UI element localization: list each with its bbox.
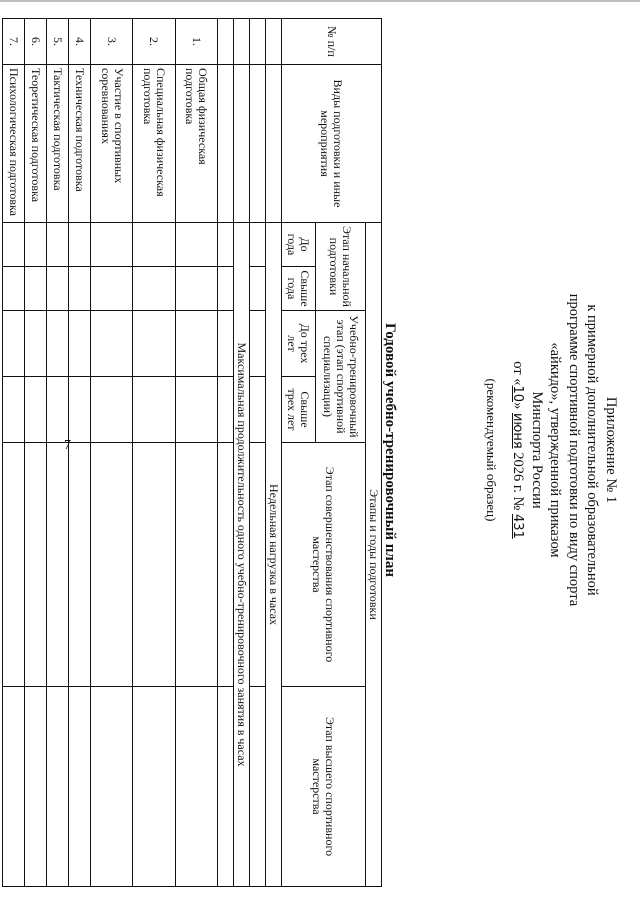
row-number: 6.: [25, 19, 47, 65]
row-name: Техническая подготовка: [69, 65, 91, 223]
row-number: 4.: [69, 19, 91, 65]
weekly-load-values-row: [249, 19, 265, 887]
appendix-line-3: «айкидо», утвержденной приказом: [547, 342, 564, 558]
table-row: [47, 19, 69, 887]
training-year-2: Свыше трех лет: [281, 377, 315, 443]
row-number: 7.: [3, 19, 25, 65]
initial-year-2: Свыше года: [281, 267, 315, 311]
stage-improvement-header: Этап совершенствования спортивного мастерства: [281, 443, 365, 687]
stage-higher-header: Этап высшего спортивного мастерства: [281, 687, 365, 887]
table-row: [91, 19, 133, 887]
max-duration-values-row: [217, 19, 233, 887]
table-header-row-1: [365, 19, 381, 887]
date-year: 2026 г. №: [510, 452, 527, 511]
stage-initial-header: Этап начальной подготовки: [315, 223, 365, 311]
row-name: Общая физическая подготовка: [175, 65, 217, 223]
appendix-header: [482, 0, 621, 900]
order-date-line: [508, 0, 528, 900]
row-number: 2.: [133, 19, 175, 65]
table-row: [25, 19, 47, 887]
recommended-sample-note: (рекомендуемый образец): [484, 378, 499, 522]
table-row: [133, 19, 175, 887]
training-year-1: До трех лет: [281, 311, 315, 377]
row-name: Тактическая подготовка: [47, 65, 69, 223]
row-number: 3.: [91, 19, 133, 65]
row-name: Психологическая подготовка: [3, 65, 25, 223]
page-number: 7: [64, 438, 71, 453]
row-name: Участие в спортивных соревнованиях: [91, 65, 133, 223]
max-duration-label-row: [233, 19, 249, 887]
stage-training-header: Учебно-тренировочный этап (этап спортивной специализации): [315, 311, 365, 443]
weekly-load-label-row: [265, 19, 281, 887]
stages-header: Этапы и годы подготовки: [365, 223, 381, 887]
row-number: 1.: [175, 19, 217, 65]
row-name: Специальная физическая подготовка: [133, 65, 175, 223]
appendix-line-4: Минспорта России: [529, 391, 545, 509]
row-name: Теоретическая подготовка: [25, 65, 47, 223]
col-header-number: № п/п: [281, 19, 381, 65]
table-row: [69, 19, 91, 887]
appendix-line-1: к примерной дополнительной образовательной: [584, 304, 601, 596]
date-day: 10: [510, 385, 526, 403]
appendix-title: Приложение № 1: [603, 396, 619, 504]
plan-title: Годовой учебно-тренировочный план: [382, 323, 398, 577]
date-prefix: от «: [510, 361, 527, 386]
initial-year-1: До года: [281, 223, 315, 267]
col-header-kind: Виды подготовки и иные мероприятия: [281, 65, 381, 223]
table-row: [3, 19, 25, 887]
weekly-load-label: Недельная нагрузка в часах: [265, 223, 281, 887]
training-plan-table: [2, 18, 382, 887]
order-number: 431: [510, 513, 526, 539]
appendix-line-2: программе спортивной подготовки по виду спорта: [566, 293, 582, 607]
max-duration-label: Максимальная продолжительность одного учебно-тренировочного занятия в часах: [233, 223, 249, 887]
date-mid: »: [510, 402, 527, 410]
row-number: 5.: [47, 19, 69, 65]
date-month: июня: [510, 412, 526, 449]
table-row: [175, 19, 217, 887]
